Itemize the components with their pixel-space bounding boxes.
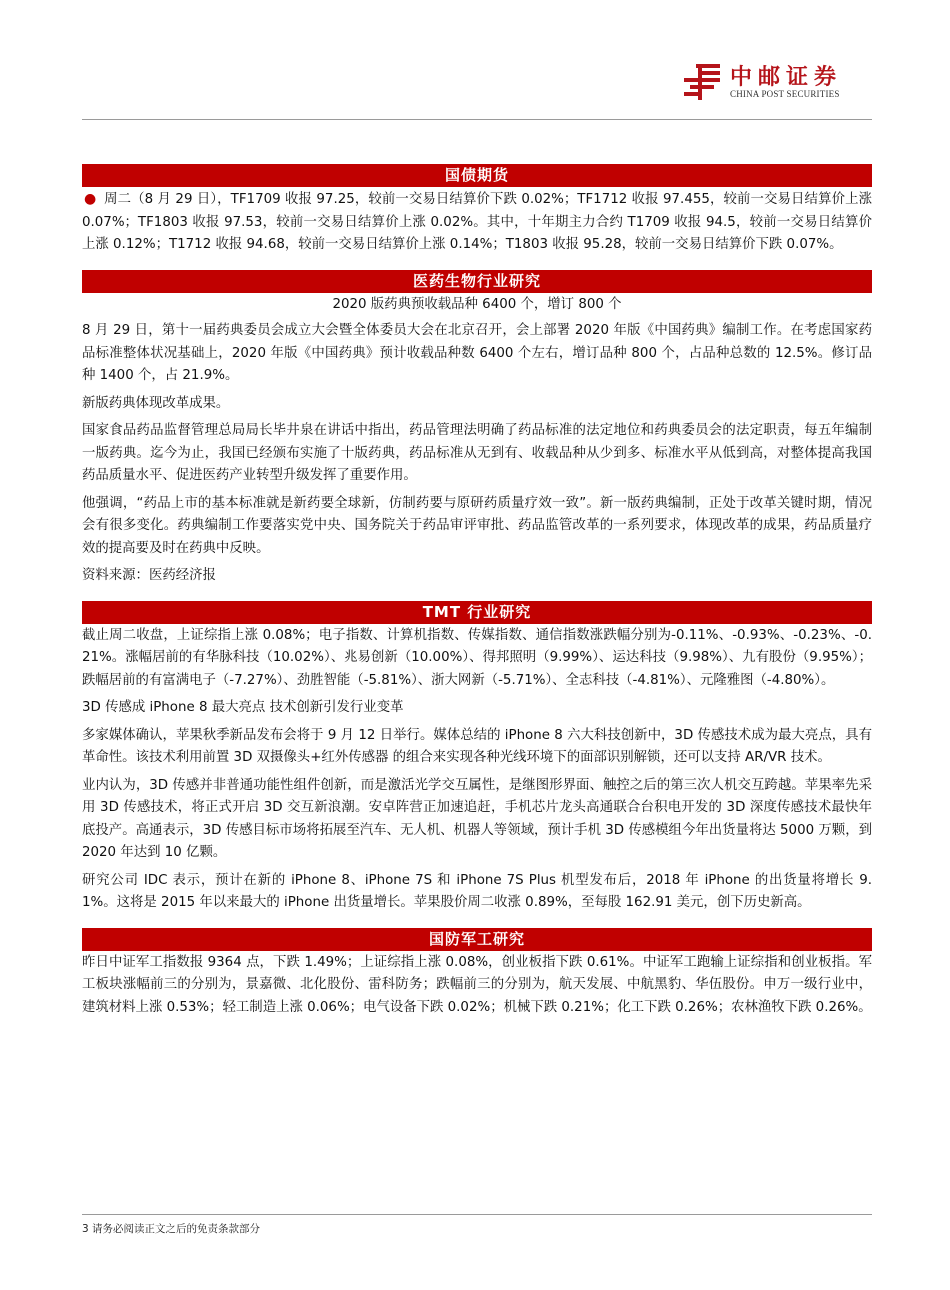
report-body [82,164,872,1024]
china-post-securities-logo [682,58,862,108]
section-title-pharma: 医药生物行业研究 [82,270,872,293]
pharma-paragraph-1: 8 月 29 日，第十一届药典委员会成立大会暨全体委员大会在北京召开，会上部署 2020 年版《中国药典》编制工作。在考虑国家药品标准整体状况基础上，2020 年版《中国药典》预计收载品种数 6400 个左右，增订品种 800 个，占品种总数的 12.5%。修订品种 1400 个，占 21.9%。 [82,323,872,383]
tmt-paragraph-1: 截止周二收盘，上证综指上涨 0.08%；电子指数、计算机指数、传媒指数、通信指数涨跌幅分别为-0.11%、-0.93%、-0.23%、-0.21%。涨幅居前的有华脉科技（10.02%）、兆易创新（10.00%）、得邦照明（9.99%）、运达科技（9.98%）、九有股份（9.95%）；跌幅居前的有富满电子（-7.27%）、劲胜智能（-5.81%）、浙大网新（-5.71%）、全志科技（-4.81%）、元隆雅图（-4.80%）。 [82,627,872,688]
china-post-logo-icon [682,62,722,102]
section-title-bond-futures: 国债期货 [82,164,872,187]
tmt-paragraph-2: 3D 传感成 iPhone 8 最大亮点 技术创新引发行业变革 [82,700,404,715]
page-footer [82,1214,872,1236]
footer-divider [82,1214,872,1215]
logo-chinese-name: 中邮证券 [730,65,843,90]
header-divider [82,119,872,120]
defense-paragraph-1: 昨日中证军工指数报 9364 点，下跌 1.49%；上证综指上涨 0.08%，创业板指下跌 0.61%。中证军工跑输上证综指和创业板指。军工板块涨幅前三的分别为，景嘉微、北化股份、雷科防务；跌幅前三的分别为，航天发展、中航黑豹、华伍股份。申万一级行业中，建筑材料上涨 0.53%；轻工制造上涨 0.06%；电气设备下跌 0.02%；机械下跌 0.21%；化工下跌 0.26%；农林渔牧下跌 0.26%。 [82,954,872,1015]
bond-futures-text: 周二（8 月 29 日），TF1709 收报 97.25，较前一交易日结算价下跌 0.02%；TF1712 收报 97.455，较前一交易日结算价上涨 0.07%；TF1803 收报 97.53，较前一交易日结算价上涨 0.02%。其中，十年期主力合约 T1709 收报 94.5，较前一交易日结算价上涨 0.12%；T1712 收报 94.68，较前一交易日结算价上涨 0.14%；T1803 收报 95.28，较前一交易日结算价下跌 0.07%。 [82,192,872,252]
section-title-defense: 国防军工研究 [82,928,872,951]
pharma-paragraph-2: 新版药典体现改革成果。 [82,395,230,411]
pharma-paragraph-3: 国家食品药品监督管理总局局长毕井泉在讲话中指出，药品管理法明确了药品标准的法定地位和药典委员会的法定职责，每五年编制一版药典。迄今为止，我国已经颁布实施了十版药典，药品标准从无到有、收载品种从少到多、标准水平从低到高，对整体提高我国药品质量水平、促进医药产业转型升级发挥了重要作用。 [82,423,872,483]
tmt-paragraph-5: 研究公司 IDC 表示，预计在新的 iPhone 8、iPhone 7S 和 iPhone 7S Plus 机型发布后，2018 年 iPhone 的出货量将增长 9.1%。这将是 2015 年以来最大的 iPhone 出货量增长。苹果股价周二收涨 0.89%，至每股 162.91 美元，创下历史新高。 [82,872,872,910]
tmt-paragraph-4: 业内认为，3D 传感并非普通功能性组件创新，而是激活光学交互属性，是继图形界面、触控之后的第三次人机交互跨越。苹果率先采用 3D 传感技术，将正式开启 3D 交互新浪潮。安卓阵营正加速追赶，手机芯片龙头高通联合台积电开发的 3D 深度传感技术最快年底投产。高通表示，3D 传感目标市场将拓展至汽车、无人机、机器人等领域，预计手机 3D 传感模组今年出货量将达 5000 万颗，到 2020 年达到 10 亿颗。 [82,777,872,860]
pharma-subtitle: 2020 版药典预收载品种 6400 个，增订 800 个 [332,296,622,312]
section-title-tmt: TMT 行业研究 [82,601,872,624]
tmt-paragraph-3: 多家媒体确认，苹果秋季新品发布会将于 9 月 12 日举行。媒体总结的 iPhone 8 六大科技创新中，3D 传感技术成为最大亮点，具有革命性。该技术利用前置 3D 双摄像头+红外传感器 的组合来实现各种光线环境下的面部识别解锁，还可以支持 AR/VR 技术。 [82,727,872,765]
footer-disclaimer: 3 请务必阅读正文之后的免责条款部分 [82,1223,261,1235]
pharma-source: 资料来源：医药经济报 [82,568,216,583]
bond-futures-paragraph [82,188,872,257]
bullet-icon: ● [84,191,97,207]
page-header [82,48,872,120]
logo-english-name: CHINA POST SECURITIES [730,89,840,99]
pharma-paragraph-4: 他强调，“药品上市的基本标准就是新药要全球新，仿制药要与原研药质量疗效一致”。新一版药典编制，正处于改革关键时期，情况会有很多变化。药典编制工作要落实党中央、国务院关于药品审评审批、药品监管改革的一系列要求，体现改革的成果，药品质量疗效的提高要及时在药典中反映。 [82,495,872,556]
